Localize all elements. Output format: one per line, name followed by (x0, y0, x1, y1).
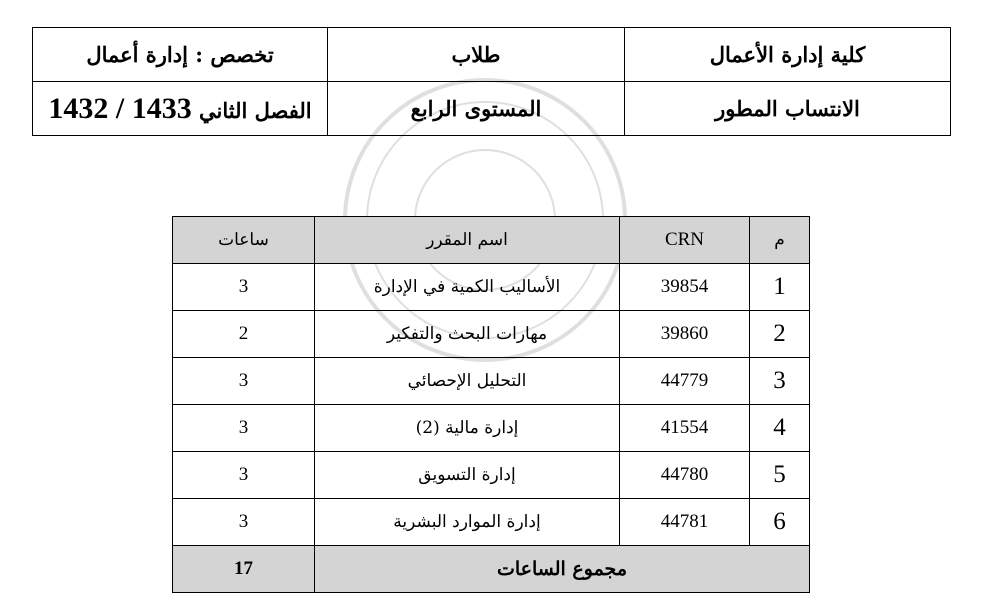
col-header-index: م (750, 217, 810, 264)
students-label: طلاب (328, 28, 625, 82)
table-row (173, 499, 810, 546)
row-course-name: إدارة الموارد البشرية (315, 499, 620, 546)
header-table (32, 27, 951, 136)
table-row (173, 264, 810, 311)
row-hours: 3 (173, 264, 315, 311)
row-course-name: إدارة التسويق (315, 452, 620, 499)
row-course-name: التحليل الإحصائي (315, 358, 620, 405)
row-course-name: مهارات البحث والتفكير (315, 311, 620, 358)
row-course-name: إدارة مالية (2) (315, 405, 620, 452)
table-row (173, 311, 810, 358)
courses-header-row (173, 217, 810, 264)
header-row-2 (33, 82, 951, 136)
row-hours: 3 (173, 358, 315, 405)
table-row (173, 405, 810, 452)
row-crn: 39860 (620, 311, 750, 358)
col-header-course-name: اسم المقرر (315, 217, 620, 264)
semester-years: 1433 / 1432 (48, 91, 192, 125)
table-row (173, 358, 810, 405)
row-hours: 3 (173, 499, 315, 546)
total-label: مجموع الساعات (315, 546, 810, 593)
level-label: المستوى الرابع (328, 82, 625, 136)
specialization: تخصص : إدارة أعمال (33, 28, 328, 82)
col-header-hours: ساعات (173, 217, 315, 264)
row-index: 5 (750, 452, 810, 499)
total-hours: 17 (173, 546, 315, 593)
program-name: الانتساب المطور (625, 82, 951, 136)
row-crn: 41554 (620, 405, 750, 452)
row-index: 1 (750, 264, 810, 311)
row-hours: 3 (173, 452, 315, 499)
col-header-crn: CRN (620, 217, 750, 264)
courses-table (172, 216, 810, 593)
total-row (173, 546, 810, 593)
row-index: 6 (750, 499, 810, 546)
row-index: 2 (750, 311, 810, 358)
row-index: 3 (750, 358, 810, 405)
row-hours: 2 (173, 311, 315, 358)
row-hours: 3 (173, 405, 315, 452)
row-crn: 44779 (620, 358, 750, 405)
college-name: كلية إدارة الأعمال (625, 28, 951, 82)
table-row (173, 452, 810, 499)
semester-cell (33, 82, 328, 136)
row-crn: 39854 (620, 264, 750, 311)
semester-label: الفصل الثاني (199, 97, 312, 123)
header-row-1 (33, 28, 951, 82)
row-index: 4 (750, 405, 810, 452)
row-crn: 44780 (620, 452, 750, 499)
row-crn: 44781 (620, 499, 750, 546)
row-course-name: الأساليب الكمية في الإدارة (315, 264, 620, 311)
